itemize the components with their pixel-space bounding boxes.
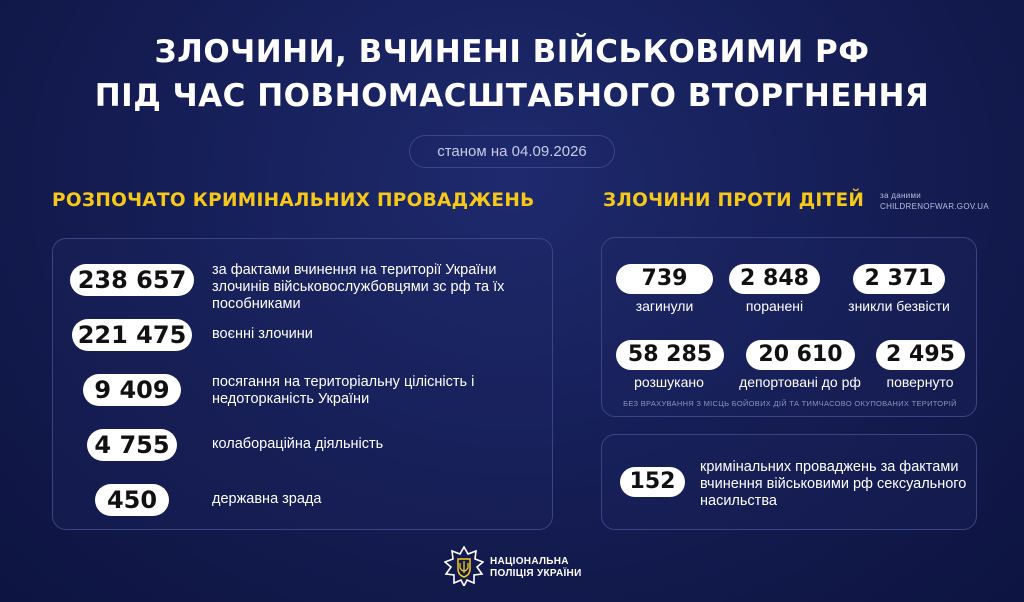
children-stat-value: 739 (616, 264, 713, 294)
children-stat-value: 2 371 (853, 264, 945, 294)
children-stat-value: 2 495 (876, 340, 965, 370)
police-logo-text (490, 556, 582, 580)
source-note (880, 190, 989, 212)
stat-description: колабораційна діяльність (212, 436, 384, 452)
children-stat-label: поранені (745, 298, 804, 314)
stat-description: за фактами вчинення на території України злочинів військовослужбовцями зс рф та їх пособниками (212, 262, 505, 312)
children-stat-label: загинули (635, 298, 694, 314)
sexual-violence-value: 152 (620, 467, 685, 497)
source-line-2: CHILDRENOFWAR.GOV.UA (880, 202, 989, 211)
children-stat-value: 2 848 (729, 264, 820, 294)
criminal-proceedings-title: РОЗПОЧАТО КРИМІНАЛЬНИХ ПРОВАДЖЕНЬ (52, 190, 535, 211)
stat-description: державна зрада (212, 491, 322, 507)
logo-line-2: ПОЛІЦІЯ УКРАЇНИ (490, 568, 582, 579)
sexual-violence-description: кримінальних проваджень за фактами вчинення військовими рф сексуального насильства (700, 459, 967, 509)
crimes-against-children-title: ЗЛОЧИНИ ПРОТИ ДІТЕЙ (603, 190, 865, 211)
source-line-1: за даними (880, 191, 922, 200)
stats-footnote: БЕЗ ВРАХУВАННЯ З МІСЦЬ БОЙОВИХ ДІЙ ТА ТИМЧАСОВО ОКУПОВАНИХ ТЕРИТОРІЙ (623, 399, 957, 408)
children-stat-label: повернуто (886, 374, 954, 390)
stat-value: 450 (95, 484, 169, 516)
children-stat-value: 20 610 (746, 340, 855, 370)
stat-description: воєнні злочини (212, 326, 313, 342)
stat-value: 221 475 (72, 319, 192, 351)
children-stat-label: депортовані до рф (739, 374, 861, 390)
stat-value: 238 657 (70, 264, 194, 296)
children-stat-label: розшукано (634, 374, 704, 390)
children-stat-label: зникли безвісти (848, 298, 950, 314)
page-title (0, 30, 1024, 118)
stat-description: посягання на територіальну цілісність і недоторканість України (212, 374, 475, 407)
title-line-1: ЗЛОЧИНИ, ВЧИНЕНІ ВІЙСЬКОВИМИ РФ (154, 34, 870, 70)
logo-line-1: НАЦІОНАЛЬНА (490, 556, 569, 567)
stat-value: 9 409 (83, 374, 181, 406)
title-line-2: ПІД ЧАС ПОВНОМАСШТАБНОГО ВТОРГНЕННЯ (94, 78, 930, 114)
police-emblem-icon (444, 546, 484, 586)
children-stat-value: 58 285 (616, 340, 724, 370)
stat-value: 4 755 (87, 429, 177, 461)
date-badge: станом на 04.09.2026 (409, 135, 615, 168)
